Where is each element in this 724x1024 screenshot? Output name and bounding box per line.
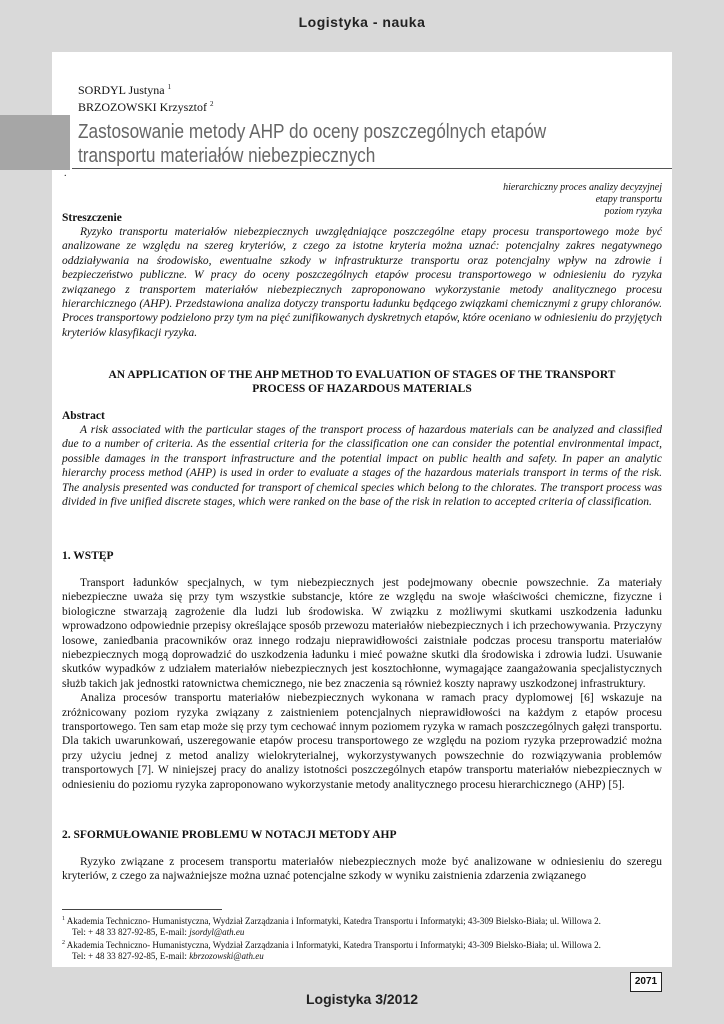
stray-dot: . <box>64 168 67 179</box>
abstract-text: A risk associated with the particular stages of the transport process of hazardous materials can be analyzed and classified due to a number of criteria. As the essential criteria for the classification one can consider the potential environmental impact, possible damages in the transport infrastructure and the potential impact on public health and safety. In paper an analytic hierarchy process method (AHP) is used in order to evaluate a stages of the hazardous materials transport in terms of the risk. The analysis presented was conducted for transport of chemical species which belong to the chlorates. The transport process was divided in five unified discrete stages, which were ranked on the base of the risk in relation to accepted criteria of classification. <box>62 424 662 509</box>
keyword: poziom ryzyka <box>604 206 662 217</box>
footnote-email: jsordyl@ath.eu <box>189 927 245 937</box>
journal-footer: Logistyka 3/2012 <box>305 991 419 1007</box>
streszczenie-heading: Streszczenie <box>62 212 122 224</box>
author: BRZOZOWSKI Krzysztof $^2$ <box>78 100 214 114</box>
keyword: hierarchiczny proces analizy decyzyjnej <box>503 182 662 193</box>
abstract-heading: Abstract <box>62 410 105 422</box>
title-decoration <box>0 115 70 170</box>
journal-header: Logistyka - nauka <box>298 14 426 30</box>
footnote-email: kbrzozowski@ath.eu <box>189 951 264 961</box>
section-1-body: Transport ładunków specjalnych, w tym niebezpiecznych jest podejmowany obecnie powszechnie. Za materiały niebezpieczne uważa się przy tym wszystkie substancje, które ze względu na swoje właściwości chemiczne, fizyczne i biologiczne stwarzają zagrożenie dla ludzi lub środowiska. W związku z możliwymi skutkami uszkodzenia ładunku wprowadzono odpowiednie przepisy określające sposób przewozu materiałów niebezpiecznych i ich przechowywania. Przyczyny losowe, zaniedbania pracowników oraz innego rodzaju nieprawidłowości zaistniałe podczas procesu transportu materiałów niebezpiecznych mogą doprowadzić do uszkodzenia ładunku i mieć poważne skutki dla środowiska i zdrowia ludzi. Usuwanie skutków wypadków z udziałem materiałów niebezpiecznych jest kosztochłonne, wymagające zaangażowania specjalistycznych służb takich jak jednostki ratownictwa chemicznego, nie bez znaczenia są również koszty naprawy uszkodzonej infrastruktury. Analiza procesów transportu materiałów niebezpiecznych wykonana w ramach pracy dyplomowej [6] wskazuje na zróżnicowany poziom ryzyka związany z zaistnieniem potencjalnych nieprawidłowości na każdym z etapów procesu transportowego. Ten sam etap może się przy tym cechować innym poziomem ryzyka w ramach poszczególnych gałęzi transportu. Dla takich uwarunkowań, uszeregowanie etapów procesu transportowego ze względu na poziom ryzyka przeprowadzić można przy użyciu jednej z metod analizy wielokryterialnej, wykorzystywanych powszechnie do rozwiązywania problemów transportowych [7]. W niniejszej pracy do analizy istotności poszczególnych etapów transportu materiałów niebezpiecznych w odniesieniu do poziomu ryzyka zaproponowano wykorzystanie metody analitycznego procesu hierarchicznego (AHP) [5]. <box>62 577 662 791</box>
authors <box>78 80 213 114</box>
page-number: 2071 <box>630 972 662 992</box>
title-rule <box>72 168 672 169</box>
footnote: $^1$ Akademia Techniczno- Humanistyczna, Wydział Zarządzania i Informatyki, Katedra Transportu i Informatyki; 43-309 Bielsko-Biała; ul. Willowa 2. Tel: + 48 33 827-92-85, E-mail: jsordyl@ath.eu <box>62 916 601 937</box>
section-1-heading: 1. WSTĘP <box>62 550 114 562</box>
english-title: AN APPLICATION OF THE AHP METHOD TO EVALUATION OF STAGES OF THE TRANSPORT PROCESS OF HAZARDOUS MATERIALS <box>108 369 616 395</box>
article-title: Zastosowanie metody AHP do oceny poszczególnych etapów transportu materiałów niebezpiecznych <box>78 121 547 167</box>
keyword: etapy transportu <box>595 194 662 205</box>
streszczenie-text: Ryzyko transportu materiałów niebezpiecznych uwzględniające poszczególne etapy procesu transportowego może być analizowane ze względu na szereg kryteriów, z czego za istotne kryteria można uznać: potencjalny zakres negatywnego oddziaływania na środowisko, ewentualne szkody w infrastrukturze transportu oraz potencjalny wpływ na zdrowie i bezpieczeństwo publiczne. W pracy do oceny poszczególnych etapów procesu transportowego w odniesieniu do ryzyka związanego z transportem materiałów niebezpiecznych zaproponowano wykorzystanie metody analitycznego procesu hierarchicznego (AHP). Przedstawiona analiza dotyczy transportu ładunku będącego związkami chemicznymi z grupy chloranów. Proces transportowy podzielono przy tym na pięć zunifikowanych dyskretnych etapów, które oceniano w odniesieniu do przyjętych kryteriów klasyfikacji ryzyka. <box>62 226 662 339</box>
footnotes <box>62 914 662 962</box>
author: SORDYL Justyna $^1$ <box>78 83 172 97</box>
footnote: $^2$ Akademia Techniczno- Humanistyczna, Wydział Zarządzania i Informatyki, Katedra Transportu i Informatyki; 43-309 Bielsko-Biała; ul. Willowa 2. Tel: + 48 33 827-92-85, E-mail: kbrzozowski@ath.eu <box>62 940 601 961</box>
section-2-heading: 2. SFORMUŁOWANIE PROBLEMU W NOTACJI METODY AHP <box>62 829 397 841</box>
keywords <box>503 182 662 218</box>
footnote-rule <box>62 909 222 910</box>
section-2-body: Ryzyko związane z procesem transportu materiałów niebezpiecznych może być analizowane w odniesieniu do szeregu kryteriów, z czego za najważniejsze można uznać potencjalne szkody w wyniku zaistnienia zdarzenia związanego <box>62 856 662 883</box>
